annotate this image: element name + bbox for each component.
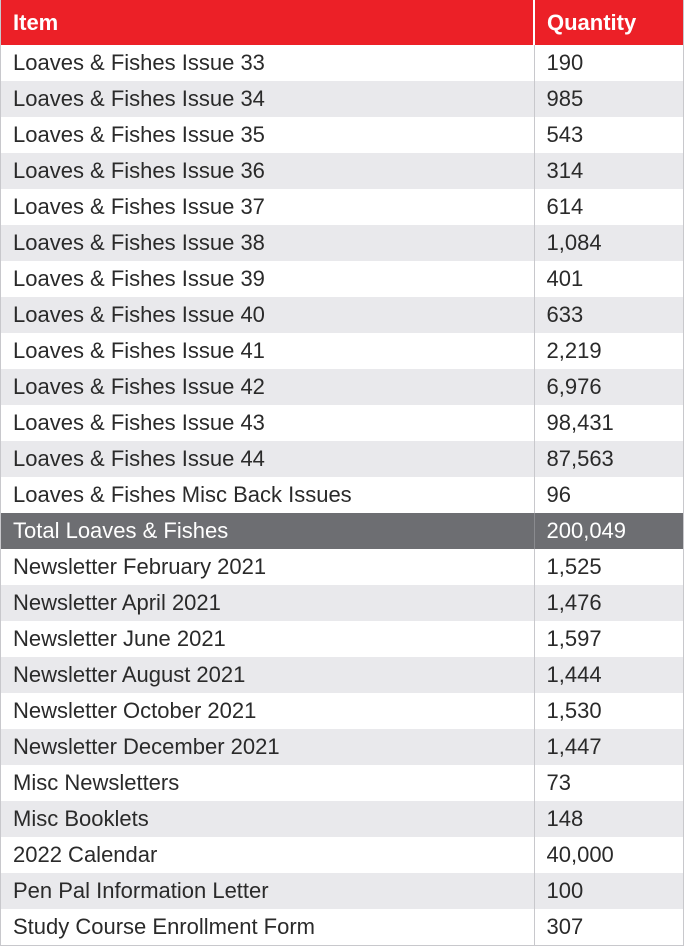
table-row [1,837,683,873]
item-cell: Loaves & Fishes Issue 38 [13,230,265,255]
table-row [1,909,683,945]
quantity-column-header: Quantity [534,0,683,45]
table-row [1,81,683,117]
item-cell: Newsletter August 2021 [13,662,246,687]
item-cell: Study Course Enrollment Form [13,914,315,939]
quantity-cell: 98,431 [534,405,683,441]
table-row [1,153,683,189]
table-row [1,729,683,765]
table-row [1,369,683,405]
header-row [1,0,683,45]
quantity-cell: 1,084 [534,225,683,261]
total-row [1,513,683,549]
quantity-cell: 1,530 [534,693,683,729]
item-cell: Loaves & Fishes Issue 34 [13,86,265,111]
quantity-cell: 633 [534,297,683,333]
quantity-cell: 1,476 [534,585,683,621]
table-row [1,549,683,585]
quantity-cell: 148 [534,801,683,837]
table-header [1,0,683,45]
table-row [1,765,683,801]
item-cell: Pen Pal Information Letter [13,878,269,903]
table-row [1,657,683,693]
item-cell: Misc Newsletters [13,770,180,795]
table-row [1,585,683,621]
item-cell: Loaves & Fishes Issue 41 [13,338,265,363]
quantity-cell: 190 [534,45,683,81]
quantity-cell: 401 [534,261,683,297]
item-cell: Newsletter October 2021 [13,698,257,723]
quantity-cell: 307 [534,909,683,945]
quantity-cell: 1,525 [534,549,683,585]
quantity-cell: 100 [534,873,683,909]
item-cell: Misc Booklets [13,806,149,831]
quantity-cell: 614 [534,189,683,225]
quantity-cell: 314 [534,153,683,189]
item-cell: Loaves & Fishes Issue 35 [13,122,265,147]
item-cell: Newsletter February 2021 [13,554,267,579]
quantity-cell: 40,000 [534,837,683,873]
item-column-header: Item [13,9,59,35]
quantity-cell: 6,976 [534,369,683,405]
inventory-table [1,0,683,945]
item-cell: Newsletter April 2021 [13,590,221,615]
item-cell: Loaves & Fishes Issue 42 [13,374,265,399]
item-cell: Newsletter June 2021 [13,626,226,651]
quantity-cell: 1,444 [534,657,683,693]
table-row [1,333,683,369]
quantity-cell: 1,597 [534,621,683,657]
table-row [1,801,683,837]
item-cell: Loaves & Fishes Issue 44 [13,446,265,471]
quantity-cell: 73 [534,765,683,801]
item-cell: Loaves & Fishes Misc Back Issues [13,482,352,507]
table-row [1,477,683,513]
total-quantity-cell: 200,049 [534,513,683,549]
table-body [1,45,683,945]
table-row [1,45,683,81]
item-cell: Loaves & Fishes Issue 33 [13,50,265,75]
item-cell: Loaves & Fishes Issue 43 [13,410,265,435]
table-row [1,441,683,477]
quantity-cell: 96 [534,477,683,513]
table-row [1,117,683,153]
table-row [1,261,683,297]
quantity-cell: 543 [534,117,683,153]
table-row [1,873,683,909]
table-row [1,405,683,441]
table-row [1,297,683,333]
table-row [1,693,683,729]
item-cell: Loaves & Fishes Issue 36 [13,158,265,183]
quantity-cell: 985 [534,81,683,117]
item-cell: Newsletter December 2021 [13,734,280,759]
quantity-cell: 1,447 [534,729,683,765]
item-cell: Loaves & Fishes Issue 40 [13,302,265,327]
table-row [1,621,683,657]
quantity-cell: 2,219 [534,333,683,369]
quantity-cell: 87,563 [534,441,683,477]
item-cell: 2022 Calendar [13,842,158,867]
item-cell: Loaves & Fishes Issue 39 [13,266,265,291]
total-item-cell: Total Loaves & Fishes [13,518,229,543]
table-row [1,225,683,261]
table-row [1,189,683,225]
item-cell: Loaves & Fishes Issue 37 [13,194,265,219]
